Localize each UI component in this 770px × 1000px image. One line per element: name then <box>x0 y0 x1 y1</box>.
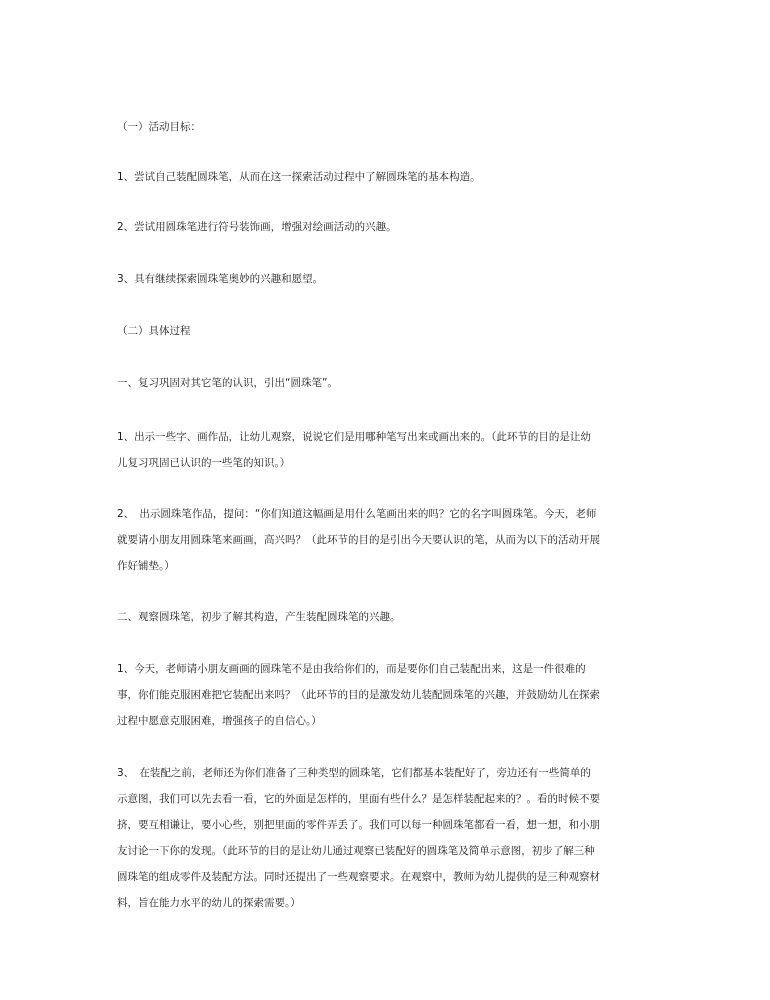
text-line: 圆珠笔的组成零件及装配方法。同时还提出了一些观察要求。在观察中，教师为幼儿提供的是三种观察材 <box>117 871 600 883</box>
text-line: 示意图，我们可以先去看一看，它的外面是怎样的，里面有些什么？是怎样装配起来的？。看的时候不要 <box>117 793 600 805</box>
goal-item-3 <box>117 266 662 292</box>
text-line: 2、 出示圆珠笔作品，提问：“你们知道这幅画是用什么笔画出来的吗？它的名字叫圆珠笔。今天，老师 <box>117 508 597 520</box>
step-heading-1 <box>117 370 662 396</box>
step-1-item-1 <box>117 424 662 476</box>
text-line: （二）具体过程 <box>117 325 191 337</box>
text-line: 友讨论一下你的发现。（此环节的目的是让幼儿通过观察已装配好的圆珠笔及简单示意图，初步了解三种 <box>117 845 595 857</box>
step-2-item-3 <box>117 760 662 916</box>
text-line: 料，旨在能力水平的幼儿的探索需要。） <box>117 897 301 909</box>
text-line: 挤，要互相谦让，要小心些，别把里面的零件弄丢了。我们可以每一种圆珠笔都看一看，想一想，和小朋 <box>117 819 600 831</box>
text-line: 作好铺垫。） <box>117 560 175 572</box>
text-line: 1、今天，老师请小朋友画画的圆珠笔不是由我给你们的，而是要你们自己装配出来，这是一件很难的 <box>117 663 586 675</box>
text-line: （一）活动目标： <box>117 121 201 133</box>
step-1-item-2 <box>117 501 662 579</box>
section-heading-activity-goals <box>117 114 662 140</box>
text-line: 二、观察圆珠笔，初步了解其构造，产生装配圆珠笔的兴趣。 <box>117 611 401 623</box>
step-heading-2 <box>117 604 662 630</box>
text-line: 3、具有继续探索圆珠笔奥妙的兴趣和愿望。 <box>117 273 324 285</box>
text-line: 1、出示一些字、画作品，让幼儿观察，说说它们是用哪种笔写出来或画出来的。（此环节的目的是让幼 <box>117 431 591 443</box>
section-heading-process <box>117 318 662 344</box>
text-line: 2、尝试用圆珠笔进行符号装饰画，增强对绘画活动的兴趣。 <box>117 221 397 233</box>
text-line: 一、复习巩固对其它笔的认识，引出“圆珠笔”。 <box>117 377 338 389</box>
text-line: 就要请小朋友用圆珠笔来画画，高兴吗？（此环节的目的是引出今天要认识的笔，从而为以下的活动开展 <box>117 534 600 546</box>
text-line: 儿复习巩固已认识的一些笔的知识。） <box>117 457 291 469</box>
text-line: 事，你们能克服困难把它装配出来吗？（此环节的目的是激发幼儿装配圆珠笔的兴趣，并鼓励幼儿在探索 <box>117 689 600 701</box>
goal-item-2 <box>117 214 662 240</box>
text-line: 过程中愿意克服困难，增强孩子的自信心。） <box>117 715 322 727</box>
text-line: 1、尝试自己装配圆珠笔，从而在这一探索活动过程中了解圆珠笔的基本构造。 <box>117 171 481 183</box>
goal-item-1 <box>117 164 662 190</box>
step-2-item-1 <box>117 656 662 734</box>
text-line: 3、 在装配之前，老师还为你们准备了三种类型的圆珠笔，它们都基本装配好了，旁边还有一些简单的 <box>117 767 591 779</box>
